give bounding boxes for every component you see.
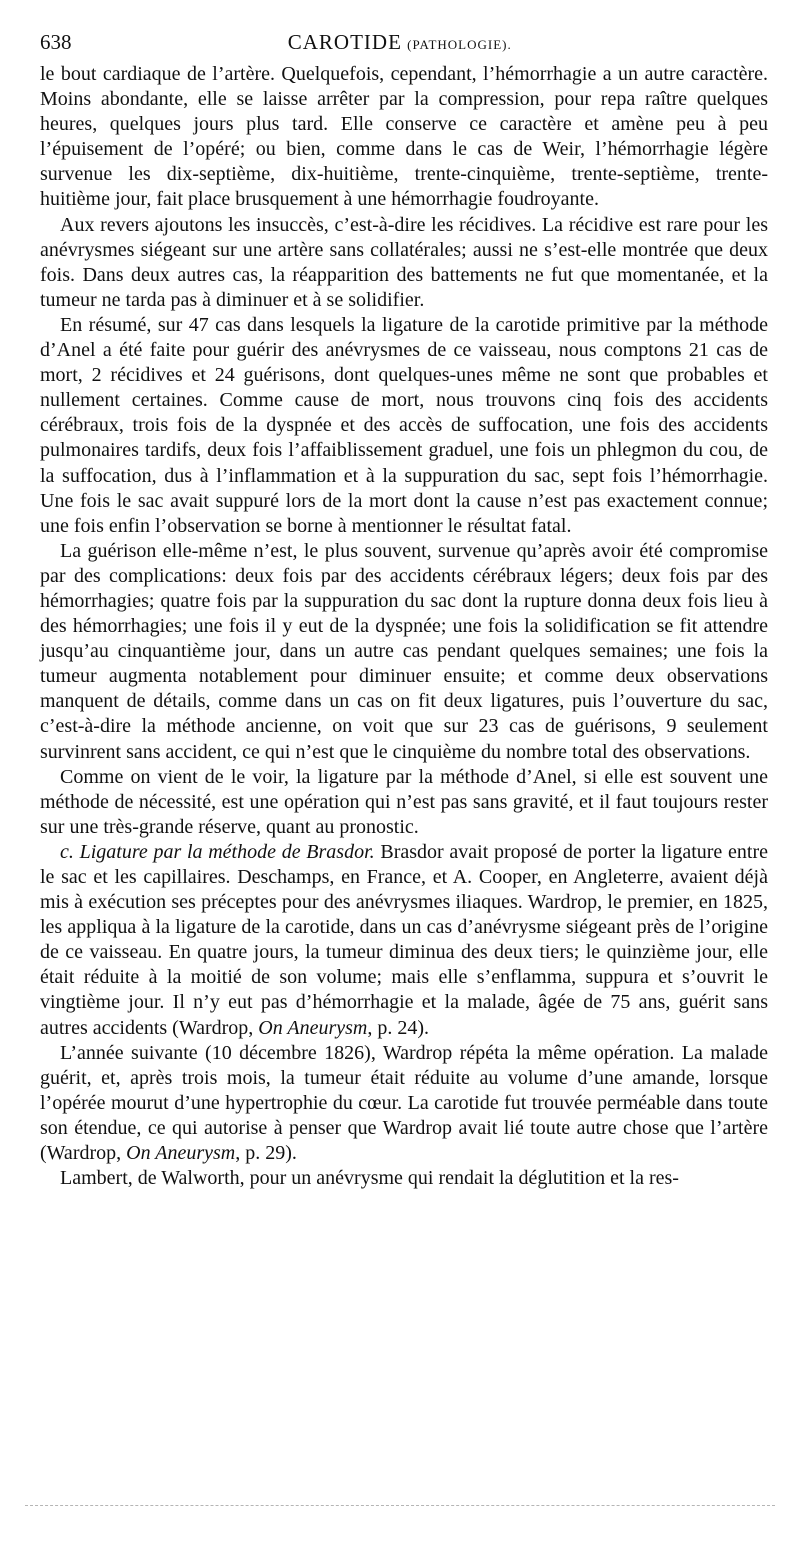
section-heading-brasdor: c. Ligature par la méthode de Brasdor. <box>60 840 375 863</box>
paragraph-resume: En résumé, sur 47 cas dans lesquels la ligature de la carotide primitive par la méthode d’Anel a été faite pour guérir des anévrysmes de ce vaisseau, nous comptons 21 cas de mort, 2 récidives et 24 guérisons, dont quelques-unes même ne sont que probables et nullement certaines. Comme cause de mort, nous trouvons cinq fois des accidents cérébraux, trois fois de la dyspnée et des accès de suffocation, une fois des accidents pulmonaires tardifs, deux fois l’affaiblissement graduel, une fois un phlegmon du cou, de la suffocation, dus à l’inflammation et à la suppuration du sac, sept fois l’hémorrhagie. Une fois le sac avait suppuré lors de la mort dont la cause n’est pas exactement connue; une fois enfin l’observation se borne à mentionner le résultat fatal. <box>40 313 768 537</box>
paragraph-lambert: Lambert, de Walworth, pour un anévrysme qui rendait la déglutition et la res- <box>60 1167 679 1190</box>
running-header <box>40 30 768 60</box>
page-number: 638 <box>40 30 72 54</box>
brasdor-text-2: , p. 24). <box>367 1016 430 1039</box>
paragraph-recidives: Aux revers ajoutons les insuccès, c’est-à-dire les récidives. La récidive est rare pour les anévrysmes siégeant sur une artère sans collatérales; aussi ne s’est-elle montrée que deux fois. Dans deux autres cas, la réapparition des battements ne fut que momentanée, et la tumeur ne tarda pas à diminuer et à se solidifier. <box>40 213 768 311</box>
paragraph-wardrop-1826 <box>40 1041 768 1166</box>
paragraph-guerison: La guérison elle-même n’est, le plus souvent, survenue qu’après avoir été compromise par des complications: deux fois par des accidents cérébraux légers; deux fois par des hémorrhagies; quatre fois par la suppuration du sac dont la rupture donna deux fois lieu à des hémorrhagies; une fois il y eut de la dyspnée; une fois la solidification se fit attendre jusqu’au cinquantième jour, dans un autre cas pendant quelques semaines; une fois la tumeur augmenta notablement pour diminuer ensuite; et comme deux observations manquent de détails, comme dans un cas on fit deux ligatures, puis l’ouverture du sac, c’est-à-dire la méthode ancienne, on voit que sur 23 cas de guérisons, 9 seulement survinrent sans accident, ce qui n’est que le cinquième du nombre total des observations. <box>40 539 768 763</box>
running-title <box>288 30 512 55</box>
brasdor-text-1: Brasdor avait proposé de porter la ligature entre le sac et les capillaires. Deschamps, en France, et A. Cooper, en Angleterre, avaient déjà mis à exécution ses préceptes pour des anévrysmes iliaques. Wardrop, le premier, en 1825, les appliqua à la ligature de la carotide, dans un cas d’anévrysme siégeant près de l’origine de ce vaisseau. En quatre jours, la tumeur diminua des deux tiers; le quinzième jour, elle était réduite à la moitié de son volume; mais elle s’enflamma, suppura et s’ouvrit le vingtième jour. Il n’y eut pas d’hémorrhagie et la malade, âgée de 75 ans, guérit sans autres accidents (Wardrop, <box>40 840 768 1039</box>
paragraph-conclusion-anel: Comme on vient de le voir, la ligature par la méthode d’Anel, si elle est souvent une méthode de nécessité, est une opération qui n’est pas sans gravité, et il faut toujours rester sur une très-grande réserve, quant au pronostic. <box>40 765 768 838</box>
wardrop-text-1: L’année suivante (10 décembre 1826), Wardrop répéta la même opération. La malade guérit, et, après trois mois, la tumeur était réduite au volume d’une amande, lorsque l’opérée mourut d’une hypertrophie du cœur. La carotide fut trouvée perméable dans toute son étendue, ce qui autorise à penser que Wardrop avait lié toute autre chose que l’artère (Wardrop, <box>40 1041 768 1165</box>
footer-dashed-rule <box>25 1505 775 1506</box>
citation-title: On Aneurysm <box>126 1142 236 1165</box>
paragraph-brasdor <box>40 840 768 1041</box>
running-title-main: CAROTIDE <box>287 30 402 54</box>
body-text <box>40 62 768 1191</box>
running-title-sub: (PATHOLOGIE). <box>407 37 512 52</box>
paragraph-continuation: le bout cardiaque de l’artère. Quelquefois, cependant, l’hémorrhagie a un autre caractère. Moins abondante, elle se laisse arrêter par la compression, pour repa raître quelques heures, quelques jours plus tard. Elle conserve ce caractère et amène peu à peu l’épuisement de l’opéré; ou bien, comme dans le cas de Weir, l’hémorrhagie légère survenue les dix-septième, dix-huitième, trente-cinquième, trente-septième, trente-huitième jour, fait place brusquement à une hémorrhagie foudroyante. <box>40 63 768 211</box>
book-page <box>40 30 768 1191</box>
citation-title: On Aneurysm <box>258 1016 368 1039</box>
wardrop-text-2: , p. 29). <box>235 1142 297 1165</box>
